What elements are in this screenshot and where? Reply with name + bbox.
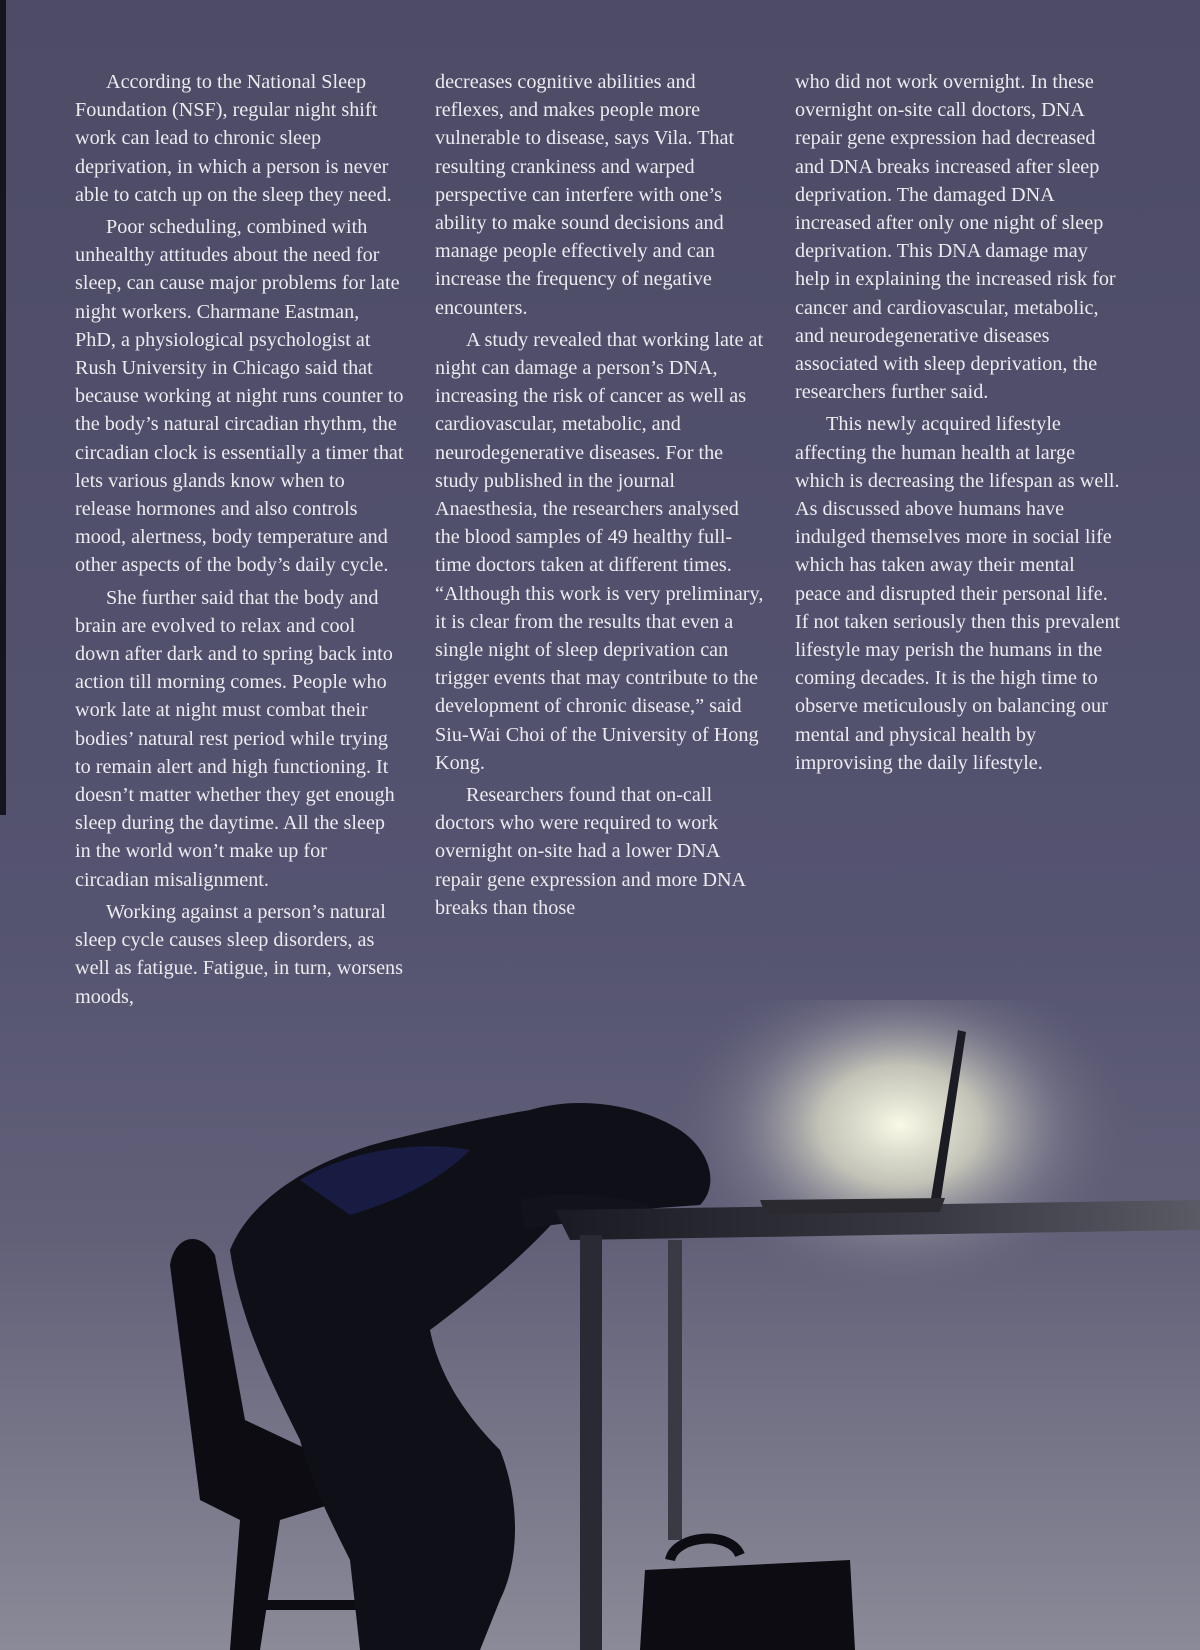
paragraph: decreases cognitive abilities and reflexes, and makes people more vulnerable to disease, says Vila. That resulting crankiness and warped perspective can interfere with one’s ability to make sound decisions and manage people effectively and can increase the frequency of negative encounters. xyxy=(435,71,735,319)
paragraph: This newly acquired lifestyle affecting the human health at large which is decreasing the lifespan as well. As discussed above humans have indulged themselves more in social life which has taken away their mental peace and disrupted their personal life. If not taken seriously then this prevalent lifestyle may perish the humans in the coming decades. It is the high time to observe meticulously on balancing our mental and physical health by improvising the daily lifestyle. xyxy=(795,413,1121,774)
desk-leg-back xyxy=(668,1240,682,1540)
article-body xyxy=(75,68,1135,1015)
paragraph: Working against a person’s natural sleep cycle causes sleep disorders, as well as fatigue. Fatigue, in turn, worsens moods, xyxy=(75,900,403,1008)
column-3 xyxy=(795,68,1125,1015)
person-silhouette xyxy=(230,1103,710,1650)
chair-base xyxy=(240,1600,360,1610)
desk-leg-front xyxy=(580,1235,602,1650)
paragraph: Researchers found that on-call doctors who were required to work overnight on-site had a lower DNA repair gene expression and more DNA breaks than those xyxy=(435,784,745,919)
paragraph: According to the National Sleep Foundation (NSF), regular night shift work can lead to chronic sleep deprivation, in which a person is never able to catch up on the sleep they need. xyxy=(75,71,392,206)
lamp-glow xyxy=(670,1000,1130,1295)
briefcase xyxy=(640,1560,855,1650)
laptop-base xyxy=(760,1198,945,1214)
column-2 xyxy=(435,68,765,1015)
paragraph: Poor scheduling, combined with unhealthy attitudes about the need for sleep, can cause major problems for late night workers. Charmane Eastman, PhD, a physiological psychologist at Rush University in Chicago said that because working at night runs counter to the body’s natural circadian rhythm, the circadian clock is essentially a timer that lets various glands know when to release hormones and also controls mood, alertness, body temperature and other aspects of the body’s daily cycle. xyxy=(75,216,404,577)
briefcase-handle xyxy=(670,1539,740,1560)
page-edge-shadow xyxy=(0,0,6,815)
paragraph: who did not work overnight. In these overnight on-site call doctors, DNA repair gene expression had decreased and DNA breaks increased after sleep deprivation. The damaged DNA increased after only one night of sleep deprivation. This DNA damage may help in explaining the increased risk for cancer and cardiovascular, metabolic, and neurodegenerative diseases associated with sleep deprivation, the researchers further said. xyxy=(795,71,1116,404)
paragraph: A study revealed that working late at night can damage a person’s DNA, increasing the risk of cancer as well as cardiovascular, metabolic, and neurodegenerative diseases. For the study published in the journal Anaesthesia, the researchers analysed the blood samples of 49 healthy full-time doctors taken at different times. “Although this work is very preliminary, it is clear from the results that even a single night of sleep deprivation can trigger events that may contribute to the development of chronic disease,” said Siu-Wai Choi of the University of Hong Kong. xyxy=(435,328,764,774)
column-1 xyxy=(75,68,405,1015)
paragraph: She further said that the body and brain are evolved to relax and cool down after dark and to spring back into action till morning comes. People who work late at night must combat their bodies’ natural rest period while trying to remain alert and high functioning. It doesn’t matter whether they get enough sleep during the daytime. All the sleep in the world won’t make up for circadian misalignment. xyxy=(75,586,395,891)
sleeping-worker-illustration xyxy=(0,1000,1200,1650)
